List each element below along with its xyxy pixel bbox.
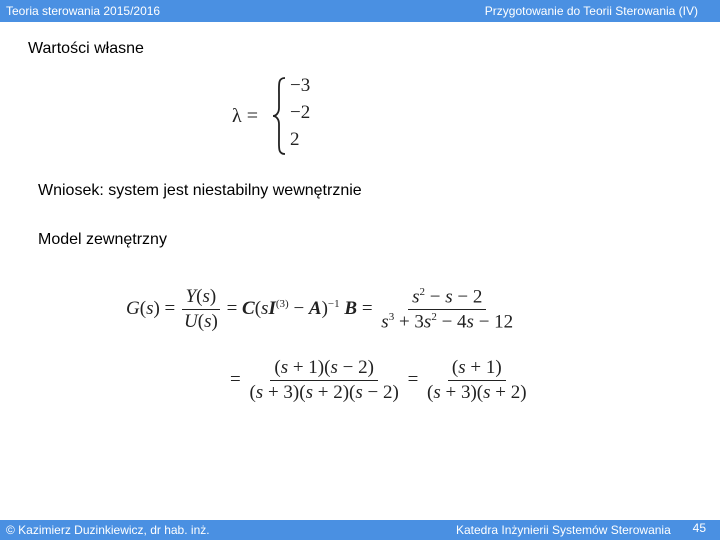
model-title: Model zewnętrzny (38, 231, 167, 248)
transfer-function-line-1: G(s) = $\frac{Y(s)}{U(s)}$ = $C(sI^{(3)} - A)^{-1}$ B = $\frac{s^2 - s - 2}{s^3 + 3s^2 - 4s - 12}$ (126, 286, 514, 333)
eigenvalue-item: −3 (290, 75, 311, 96)
header-bar (0, 0, 720, 22)
department-name: Katedra Inżynierii Systemów Sterowania (456, 523, 671, 537)
curly-brace-icon (272, 76, 288, 156)
author-credit: © Kazimierz Duzinkiewicz, dr hab. inż. (6, 523, 210, 537)
lecture-title: Przygotowanie do Teorii Sterowania (IV) (484, 4, 698, 18)
eigenvalue-list (290, 72, 310, 153)
footer-bar (0, 520, 720, 540)
slide-title: Wartości własne (28, 40, 144, 57)
eigenvalue-item: 2 (290, 129, 300, 150)
page-number: 45 (692, 521, 706, 535)
lambda-symbol: λ = (232, 105, 258, 127)
transfer-function-line-2: = $\frac{(s + 1)(s - 2)}{(s + 3)(s + 2)(s - 2)}$ = $\frac{(s + 1)}{(s + 3)(s + 2)}$ (230, 357, 527, 403)
eigenvalue-item: −2 (290, 102, 311, 123)
course-title: Teoria sterowania 2015/2016 (6, 4, 161, 18)
conclusion-text: Wniosek: system jest niestabilny wewnętrznie (38, 182, 362, 199)
eigenvalues-equation (232, 72, 332, 158)
